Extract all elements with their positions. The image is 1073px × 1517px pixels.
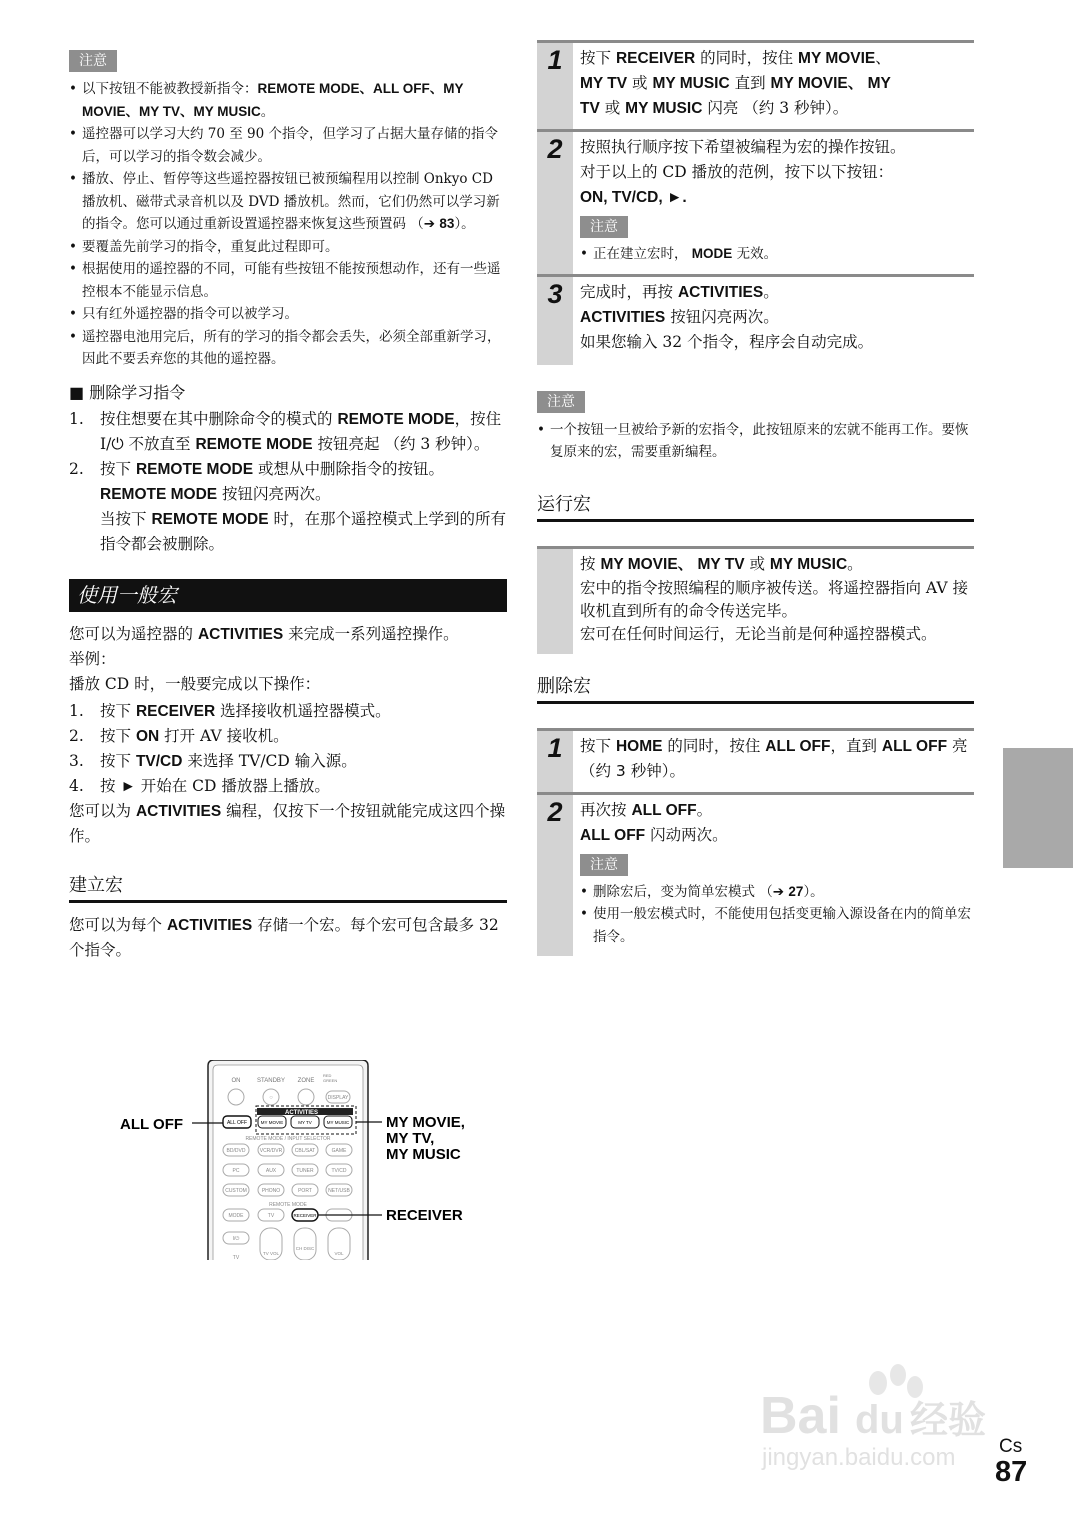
section-title: 使用一般宏 (69, 579, 507, 612)
remote-btn-alloff: ALL OFF (226, 1120, 248, 1126)
remote-btn-label: VCR/DVR (259, 1148, 283, 1154)
watermark-brand2: du (855, 1398, 904, 1442)
step-number: 1 (537, 43, 573, 129)
list-item: • 以下按钮不能被教授新指令：REMOTE MODE、ALL OFF、MY MOVIE、MY TV、MY MUSIC。 (69, 78, 507, 123)
page-number: 87 (995, 1456, 1028, 1488)
remote-text-green: GREEN (323, 1078, 338, 1083)
intro-paragraph: 您可以为遥控器的 ACTIVITIES 来完成一系列遥控操作。 (69, 624, 459, 643)
list-item: • 只有红外遥控器的指令可以被学习。 (69, 303, 507, 326)
note-label: 注意 (537, 391, 585, 413)
list-item: • 播放、停止、暂停等这些遥控器按钮已被预编程用以控制 Onkyo CD 播放机、磁带式录音机以及 DVD 播放机。然而，它们仍然可以学习新的指令。您可以通过重新设置遥控器来恢复这些预置码 （➔ 83）。 (69, 168, 507, 236)
remote-selector-bar: REMOTE MODE / INPUT SELECTOR (245, 1136, 331, 1142)
side-tab (1003, 748, 1073, 868)
list-item: 2. 按下 ON 打开 AV 接收机。 (69, 726, 289, 745)
create-step-2: 2 按照执行顺序按下希望被编程为宏的操作按钮。 对于以上的 CD 播放的范例，按下以下按钮： ON, TV/CD, ►. 注意 • 正在建立宏时， MODE 无效。 (537, 129, 974, 274)
remote-text-red: RED (323, 1073, 332, 1078)
svg-text:○: ○ (269, 1095, 273, 1101)
step-keys: ON, TV/CD, ►. (580, 189, 687, 206)
callout-my-music: MY MUSIC (386, 1146, 461, 1163)
remote-btn-label: TV/CD (331, 1168, 347, 1174)
remote-btn-label: TV (267, 1213, 275, 1219)
example-line: 播放 CD 时，一般要完成以下操作： (69, 674, 321, 693)
remote-text-standby: STANDBY (257, 1078, 285, 1084)
list-item: 3. 按下 TV/CD 来选择 TV/CD 输入源。 (69, 751, 357, 770)
callout-all-off: ALL OFF (120, 1116, 184, 1133)
example-steps (69, 699, 507, 799)
watermark-brand-cn: 经验 (910, 1398, 987, 1442)
remote-mode-bar: REMOTE MODE (269, 1202, 307, 1208)
remote-btn-label: MODE (228, 1213, 244, 1219)
note-label: 注意 (580, 854, 628, 876)
notes-list (580, 881, 974, 949)
list-item: • 遥控器电池用完后，所有的学习的指令都会丢失，必须全部重新学习，因此不要丢弃您的其他的遥控器。 (69, 326, 507, 371)
watermark-url: jingyan.baidu.com (762, 1444, 956, 1471)
step-number: 1 (537, 731, 573, 792)
remote-illustration (120, 1060, 480, 1260)
remote-btn-label: TUNER (296, 1168, 314, 1174)
list-item: 2. 按下 REMOTE MODE 或想从中删除指令的按钮。REMOTE MODE 按钮闪亮两次。 当按下 REMOTE MODE 时，在那个遥控模式上学到的所有指令都会被删除。 (69, 459, 506, 553)
example-label: 举例： (69, 649, 116, 668)
remote-btn-receiver: RECEIVER (293, 1213, 317, 1218)
remote-btn-label: TV (232, 1255, 240, 1260)
remote-btn-label: I/⏻ (232, 1236, 240, 1242)
step-number: 2 (537, 132, 573, 274)
remote-text-zone: ZONE (297, 1078, 315, 1084)
remote-text-on: ON (231, 1078, 241, 1084)
list-item: • 正在建立宏时， MODE 无效。 (580, 243, 974, 266)
build-macro-paragraph: 您可以为每个 ACTIVITIES 存储一个宏。每个宏可包含最多 32 个指令。 (69, 915, 499, 959)
list-item: • 删除宏后，变为简单宏模式 （➔ 27）。 (580, 881, 974, 904)
remote-btn-label: TV VOL (262, 1251, 280, 1256)
remote-btn-label: VOL (334, 1251, 344, 1256)
list-item: • 要覆盖先前学习的指令，重复此过程即可。 (69, 236, 507, 259)
remote-btn-label: PORT (298, 1188, 312, 1194)
list-item: • 遥控器可以学习大约 70 至 90 个指令，但学习了占据大量存储的指令后，可以学习的指令数会减少。 (69, 123, 507, 168)
step-title: 按照执行顺序按下希望被编程为宏的操作按钮。 (580, 138, 906, 156)
remote-btn-label: CBL/SAT (294, 1148, 316, 1154)
program-paragraph: 您可以为 ACTIVITIES 编程，仅按下一个按钮就能完成这四个操作。 (69, 801, 506, 845)
list-item: • 一个按钮一旦被给予新的宏指令，此按钮原来的宏就不能再工作。要恢复原来的宏，需要重新编程。 (537, 419, 974, 464)
remote-btn-mymusic: MY MUSIC (326, 1120, 350, 1125)
right-column (537, 40, 974, 956)
create-step-3: 3 完成时，再按 ACTIVITIES。 ACTIVITIES 按钮闪亮两次。 如果您输入 32 个指令，程序会自动完成。 (537, 274, 974, 365)
remote-btn-label: NET/USB (328, 1188, 350, 1194)
callout-receiver: RECEIVER (386, 1207, 463, 1224)
list-item: 1. 按住想要在其中删除命令的模式的 REMOTE MODE，按住 I/⏻ 不放直至 REMOTE MODE 按钮亮起 （约 3 秒钟）。 (69, 409, 502, 453)
left-column (69, 50, 507, 963)
run-step: 按 MY MOVIE、 MY TV 或 MY MUSIC。 宏中的指令按照编程的顺序被传送。将遥控器指向 AV 接收机直到所有的命令传送完毕。 宏可在任何时间运行，无论当前是何种遥控器模式。 (537, 546, 974, 654)
note-label: 注意 (580, 216, 628, 238)
callout-my-movie: MY MOVIE, (386, 1114, 465, 1131)
list-item: • 使用一般宏模式时，不能使用包括变更输入源设备在内的简单宏指令。 (580, 903, 974, 948)
remote-activities-bar: ACTIVITIES (285, 1110, 319, 1116)
delete-step-2: 2 再次按 ALL OFF。 ALL OFF 闪动两次。 注意 • 删除宏后，变为简单宏模式 （➔ 27）。 • 使用一般宏模式时，不能使用包括变更输入源设备在内的简单宏指令。 (537, 792, 974, 957)
build-macro-heading: 建立宏 (69, 873, 507, 903)
remote-btn-label: BD/DVD (226, 1148, 246, 1154)
list-item: 1. 按下 RECEIVER 选择接收机遥控器模式。 (69, 701, 391, 720)
remote-btn-label: AUX (265, 1168, 277, 1174)
list-item: 4. 按 ► 开始在 CD 播放器上播放。 (69, 776, 330, 795)
create-step-1: 1 按下 RECEIVER 的同时，按住 MY MOVIE、 MY TV 或 MY MUSIC 直到 MY MOVIE、 MY TV 或 MY MUSIC 闪亮 （约 3 秒钟）。 (537, 40, 974, 129)
step-number: 2 (537, 795, 573, 957)
language-code: Cs (999, 1436, 1023, 1457)
baidu-watermark (760, 1355, 1000, 1475)
delete-learned-heading: ■ 删除学习指令 (69, 382, 186, 402)
delete-learned-steps (69, 407, 507, 557)
notes-list (537, 419, 974, 464)
list-item: • 根据使用的遥控器的不同，可能有些按钮不能按预想动作，还有一些遥控根本不能显示信息。 (69, 258, 507, 303)
step-number: 3 (537, 277, 573, 365)
remote-btn-label: GAME (331, 1148, 347, 1154)
remote-display-button: DISPLAY (327, 1095, 349, 1101)
remote-btn-label: PC (232, 1168, 240, 1174)
watermark-brand: Bai (760, 1387, 841, 1445)
run-macro-heading: 运行宏 (537, 492, 974, 522)
callout-my-tv: MY TV, (386, 1130, 435, 1147)
remote-btn-label: CH DISC (295, 1246, 315, 1251)
remote-btn-label: CUSTOM (225, 1188, 247, 1194)
note-label: 注意 (69, 50, 117, 72)
delete-macro-heading: 删除宏 (537, 674, 974, 704)
remote-btn-label: PHONO (261, 1188, 281, 1194)
notes-list (69, 78, 507, 371)
remote-btn-mymovie: MY MOVIE (260, 1120, 284, 1125)
remote-btn-mytv: MY TV (298, 1120, 312, 1125)
delete-step-1: 1 按下 HOME 的同时，按住 ALL OFF，直到 ALL OFF 亮 （约 3 秒钟）。 (537, 728, 974, 792)
